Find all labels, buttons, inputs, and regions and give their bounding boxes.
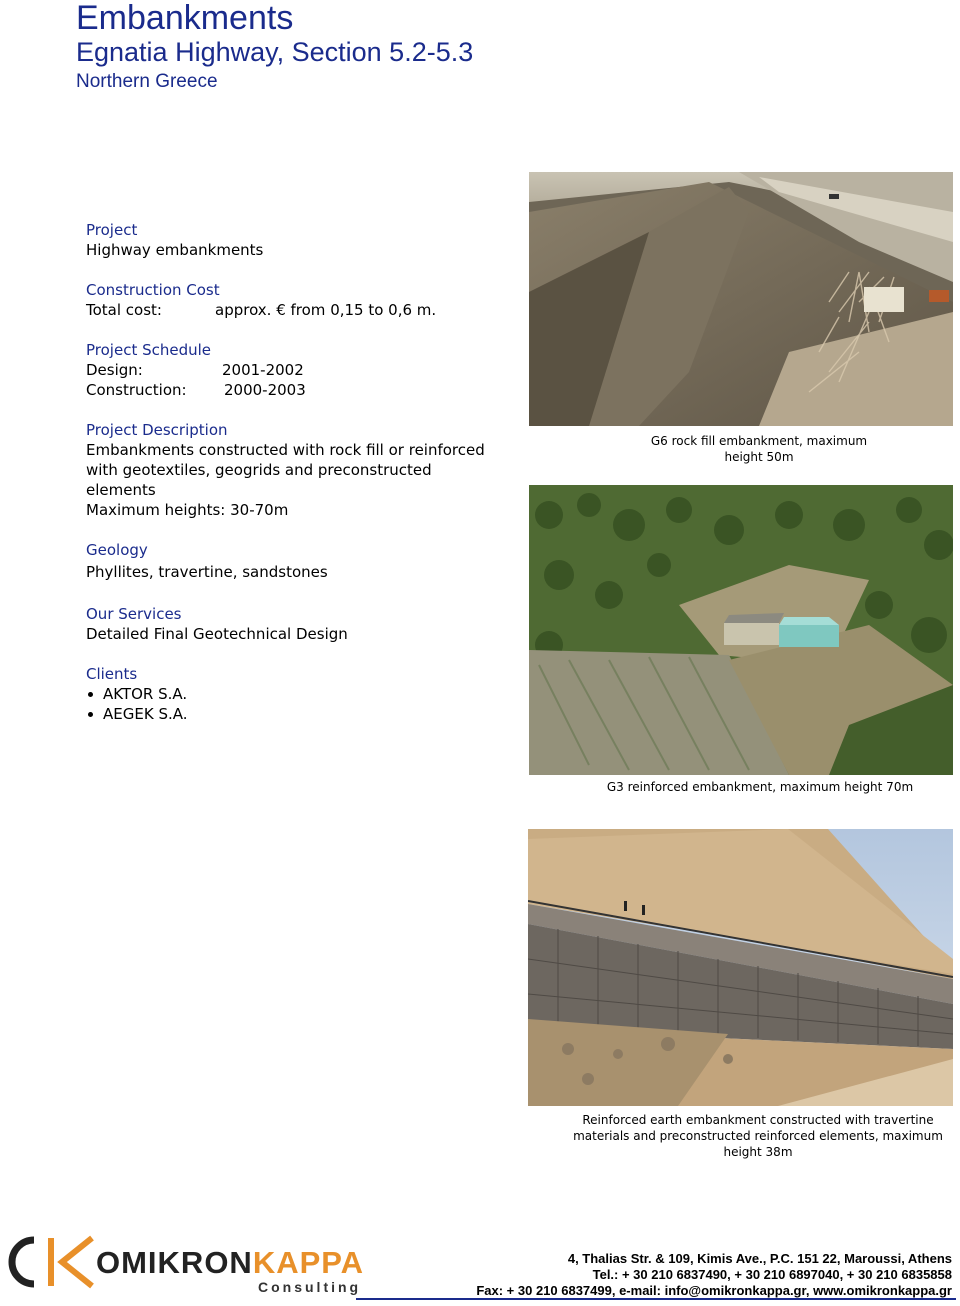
geology-text: Phyllites, travertine, sandstones	[86, 563, 328, 581]
schedule-heading: Project Schedule	[86, 341, 212, 359]
description-line-1: Embankments constructed with rock fill or reinforced	[86, 441, 485, 459]
photo-g3-embankment	[529, 485, 953, 775]
clients-section	[86, 664, 506, 724]
project-info	[86, 220, 506, 744]
caption-line: G3 reinforced embankment, maximum height 70m	[606, 780, 914, 794]
description-heading: Project Description	[86, 421, 228, 439]
list-item: AKTOR S.A.	[86, 684, 506, 704]
construction-value: 2000-2003	[224, 381, 306, 399]
schedule-design-row	[86, 360, 506, 380]
cost-value: approx. € from 0,15 to 0,6 m.	[215, 301, 437, 319]
project-text: Highway embankments	[86, 241, 264, 259]
description-line-4: Maximum heights: 30-70m	[86, 501, 289, 519]
schedule-section	[86, 340, 506, 400]
page-title: Embankments	[76, 0, 294, 37]
omikronkappa-logo-icon	[4, 1234, 96, 1290]
cost-row	[86, 300, 506, 320]
design-label: Design:	[86, 361, 143, 379]
caption-line: height 38m	[723, 1145, 793, 1159]
geology-section	[86, 540, 506, 582]
photo-reinforced-earth	[528, 829, 953, 1106]
logo-consulting: Consulting	[258, 1279, 362, 1295]
clients-heading: Clients	[86, 665, 138, 683]
services-section	[86, 604, 506, 644]
description-line-2: with geotextiles, geogrids and preconstructed	[86, 461, 432, 479]
footer-divider	[356, 1298, 956, 1300]
description-line-3: elements	[86, 481, 156, 499]
services-text: Detailed Final Geotechnical Design	[86, 625, 348, 643]
design-value: 2001-2002	[222, 361, 304, 379]
cost-heading: Construction Cost	[86, 281, 220, 299]
photo-g6-embankment	[529, 172, 953, 426]
project-section	[86, 220, 506, 260]
caption-line: height 50m	[724, 450, 794, 464]
caption-line: materials and preconstructed reinforced elements, maximum	[573, 1129, 943, 1143]
footer-address: 4, Thalias Str. & 109, Kimis Ave., P.C. 151 22, Maroussi, Athens	[567, 1251, 952, 1266]
photo-1-caption	[529, 433, 960, 465]
logo-part-2: KAPPA	[252, 1245, 365, 1280]
footer-tel: Tel.: + 30 210 6837490, + 30 210 6897040, + 30 210 6835858	[592, 1267, 952, 1282]
clients-list	[86, 684, 506, 724]
photo-3-caption	[528, 1112, 960, 1160]
page-subtitle: Egnatia Highway, Section 5.2-5.3	[76, 37, 474, 67]
caption-line: Reinforced earth embankment constructed with travertine	[582, 1113, 934, 1127]
footer-fax: Fax: + 30 210 6837499, e-mail: info@omikronkappa.gr, www.omikronkappa.gr	[476, 1283, 952, 1298]
photo-2-caption	[529, 779, 960, 795]
page-region: Northern Greece	[76, 71, 218, 92]
logo-part-1: OMIKRON	[96, 1245, 253, 1280]
caption-line: G6 rock fill embankment, maximum	[650, 434, 868, 448]
cost-section	[86, 280, 506, 320]
schedule-construction-row	[86, 380, 506, 400]
list-item: AEGEK S.A.	[86, 704, 506, 724]
description-section	[86, 420, 506, 520]
services-heading: Our Services	[86, 605, 182, 623]
cost-label: Total cost:	[86, 301, 162, 319]
footer-contact	[476, 1251, 952, 1299]
project-heading: Project	[86, 221, 138, 239]
geology-heading: Geology	[86, 541, 148, 559]
logo-wordmark	[96, 1246, 364, 1280]
construction-label: Construction:	[86, 381, 187, 399]
